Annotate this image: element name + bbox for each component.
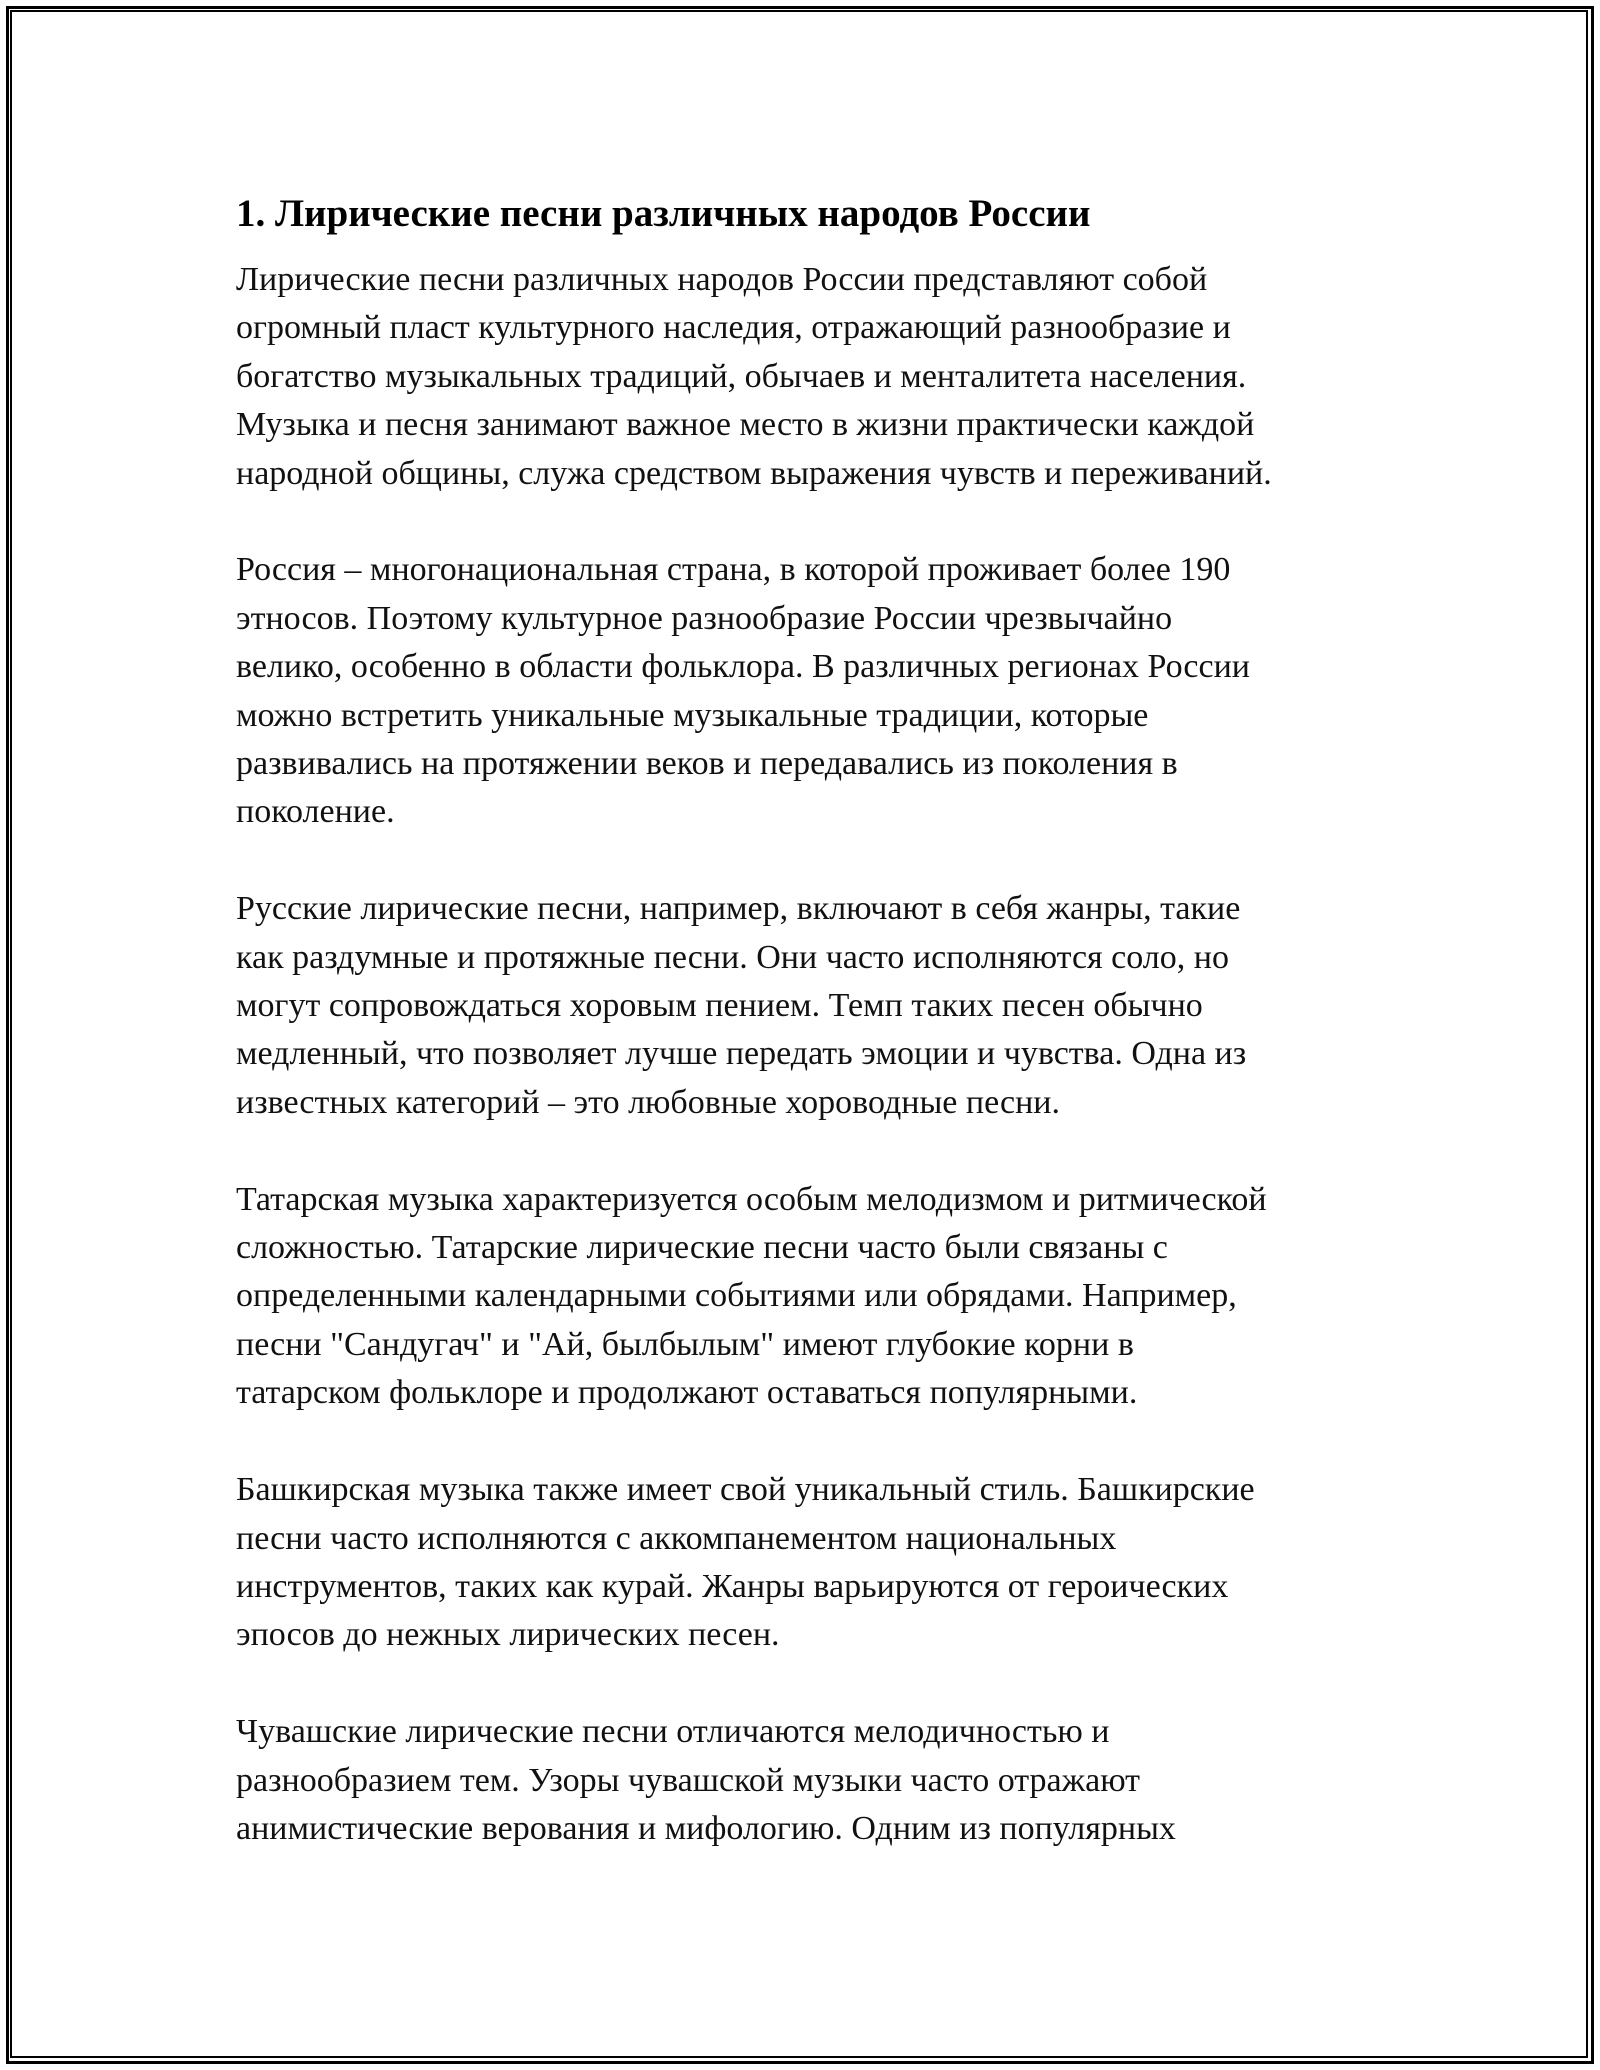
text-line: можно встретить уникальные музыкальные традиции, которые	[236, 696, 1149, 734]
text-line: Музыка и песня занимают важное место в жизни практически каждой	[236, 406, 1255, 444]
text-line: могут сопровождаться хоровым пением. Темп таких песен обычно	[236, 987, 1203, 1025]
text-line: велико, особенно в области фольклора. В различных регионах России	[236, 648, 1251, 686]
text-line: известных категорий – это любовные хороводные песни.	[236, 1083, 1061, 1121]
text-line: Лирические песни различных народов России представляют собой	[236, 261, 1208, 298]
text-line: медленный, что позволяет лучше передать эмоции и чувства. Одна из	[236, 1035, 1247, 1073]
text-line: инструментов, таких как курай. Жанры варьируются от героических	[236, 1567, 1229, 1605]
text-line: как раздумные и протяжные песни. Они часто исполняются соло, но	[236, 938, 1229, 976]
paragraph-intro	[236, 256, 1376, 498]
paragraph-tatar-music	[236, 1176, 1376, 1418]
text-line: эпосов до нежных лирических песен.	[236, 1616, 780, 1654]
text-line: анимистические верования и мифологию. Одним из популярных	[236, 1809, 1176, 1847]
text-line: Русские лирические песни, например, включают в себя жанры, такие	[236, 890, 1241, 928]
text-line: развивались на протяжении веков и передавались из поколения в	[236, 745, 1178, 783]
text-line: песни "Сандугач" и "Ай, былбылым" имеют глубокие корни в	[236, 1325, 1134, 1363]
text-line: Россия – многонациональная страна, в которой проживает более 190	[236, 551, 1231, 589]
paragraph-russian-songs	[236, 885, 1376, 1127]
text-line: огромный пласт культурного наследия, отражающий разнообразие и	[236, 309, 1231, 347]
text-line: Татарская музыка характеризуется особым мелодизмом и ритмической	[236, 1180, 1267, 1218]
text-line: народной общины, служа средством выражения чувств и переживаний.	[236, 454, 1272, 492]
text-line: Башкирская музыка также имеет свой уникальный стиль. Башкирские	[236, 1471, 1255, 1509]
paragraph-bashkir-music	[236, 1466, 1376, 1660]
text-line: сложностью. Татарские лирические песни часто были связаны с	[236, 1229, 1168, 1267]
text-line: разнообразием тем. Узоры чувашской музыки часто отражают	[236, 1761, 1141, 1799]
document-body	[236, 188, 1376, 1902]
section-heading: 1. Лирические песни различных народов России	[236, 192, 1091, 235]
text-line: Чувашские лирические песни отличаются мелодичностью и	[236, 1713, 1110, 1751]
text-line: татарском фольклоре и продолжают оставаться популярными.	[236, 1374, 1138, 1412]
text-line: поколение.	[236, 793, 395, 831]
paragraph-multinational	[236, 546, 1376, 836]
text-line: богатство музыкальных традиций, обычаев и менталитета населения.	[236, 357, 1247, 395]
text-line: этносов. Поэтому культурное разнообразие России чрезвычайно	[236, 599, 1173, 637]
paragraph-chuvash-songs	[236, 1708, 1376, 1853]
text-line: определенными календарными событиями или обрядами. Например,	[236, 1277, 1237, 1315]
text-line: песни часто исполняются с аккомпанементом национальных	[236, 1519, 1117, 1557]
